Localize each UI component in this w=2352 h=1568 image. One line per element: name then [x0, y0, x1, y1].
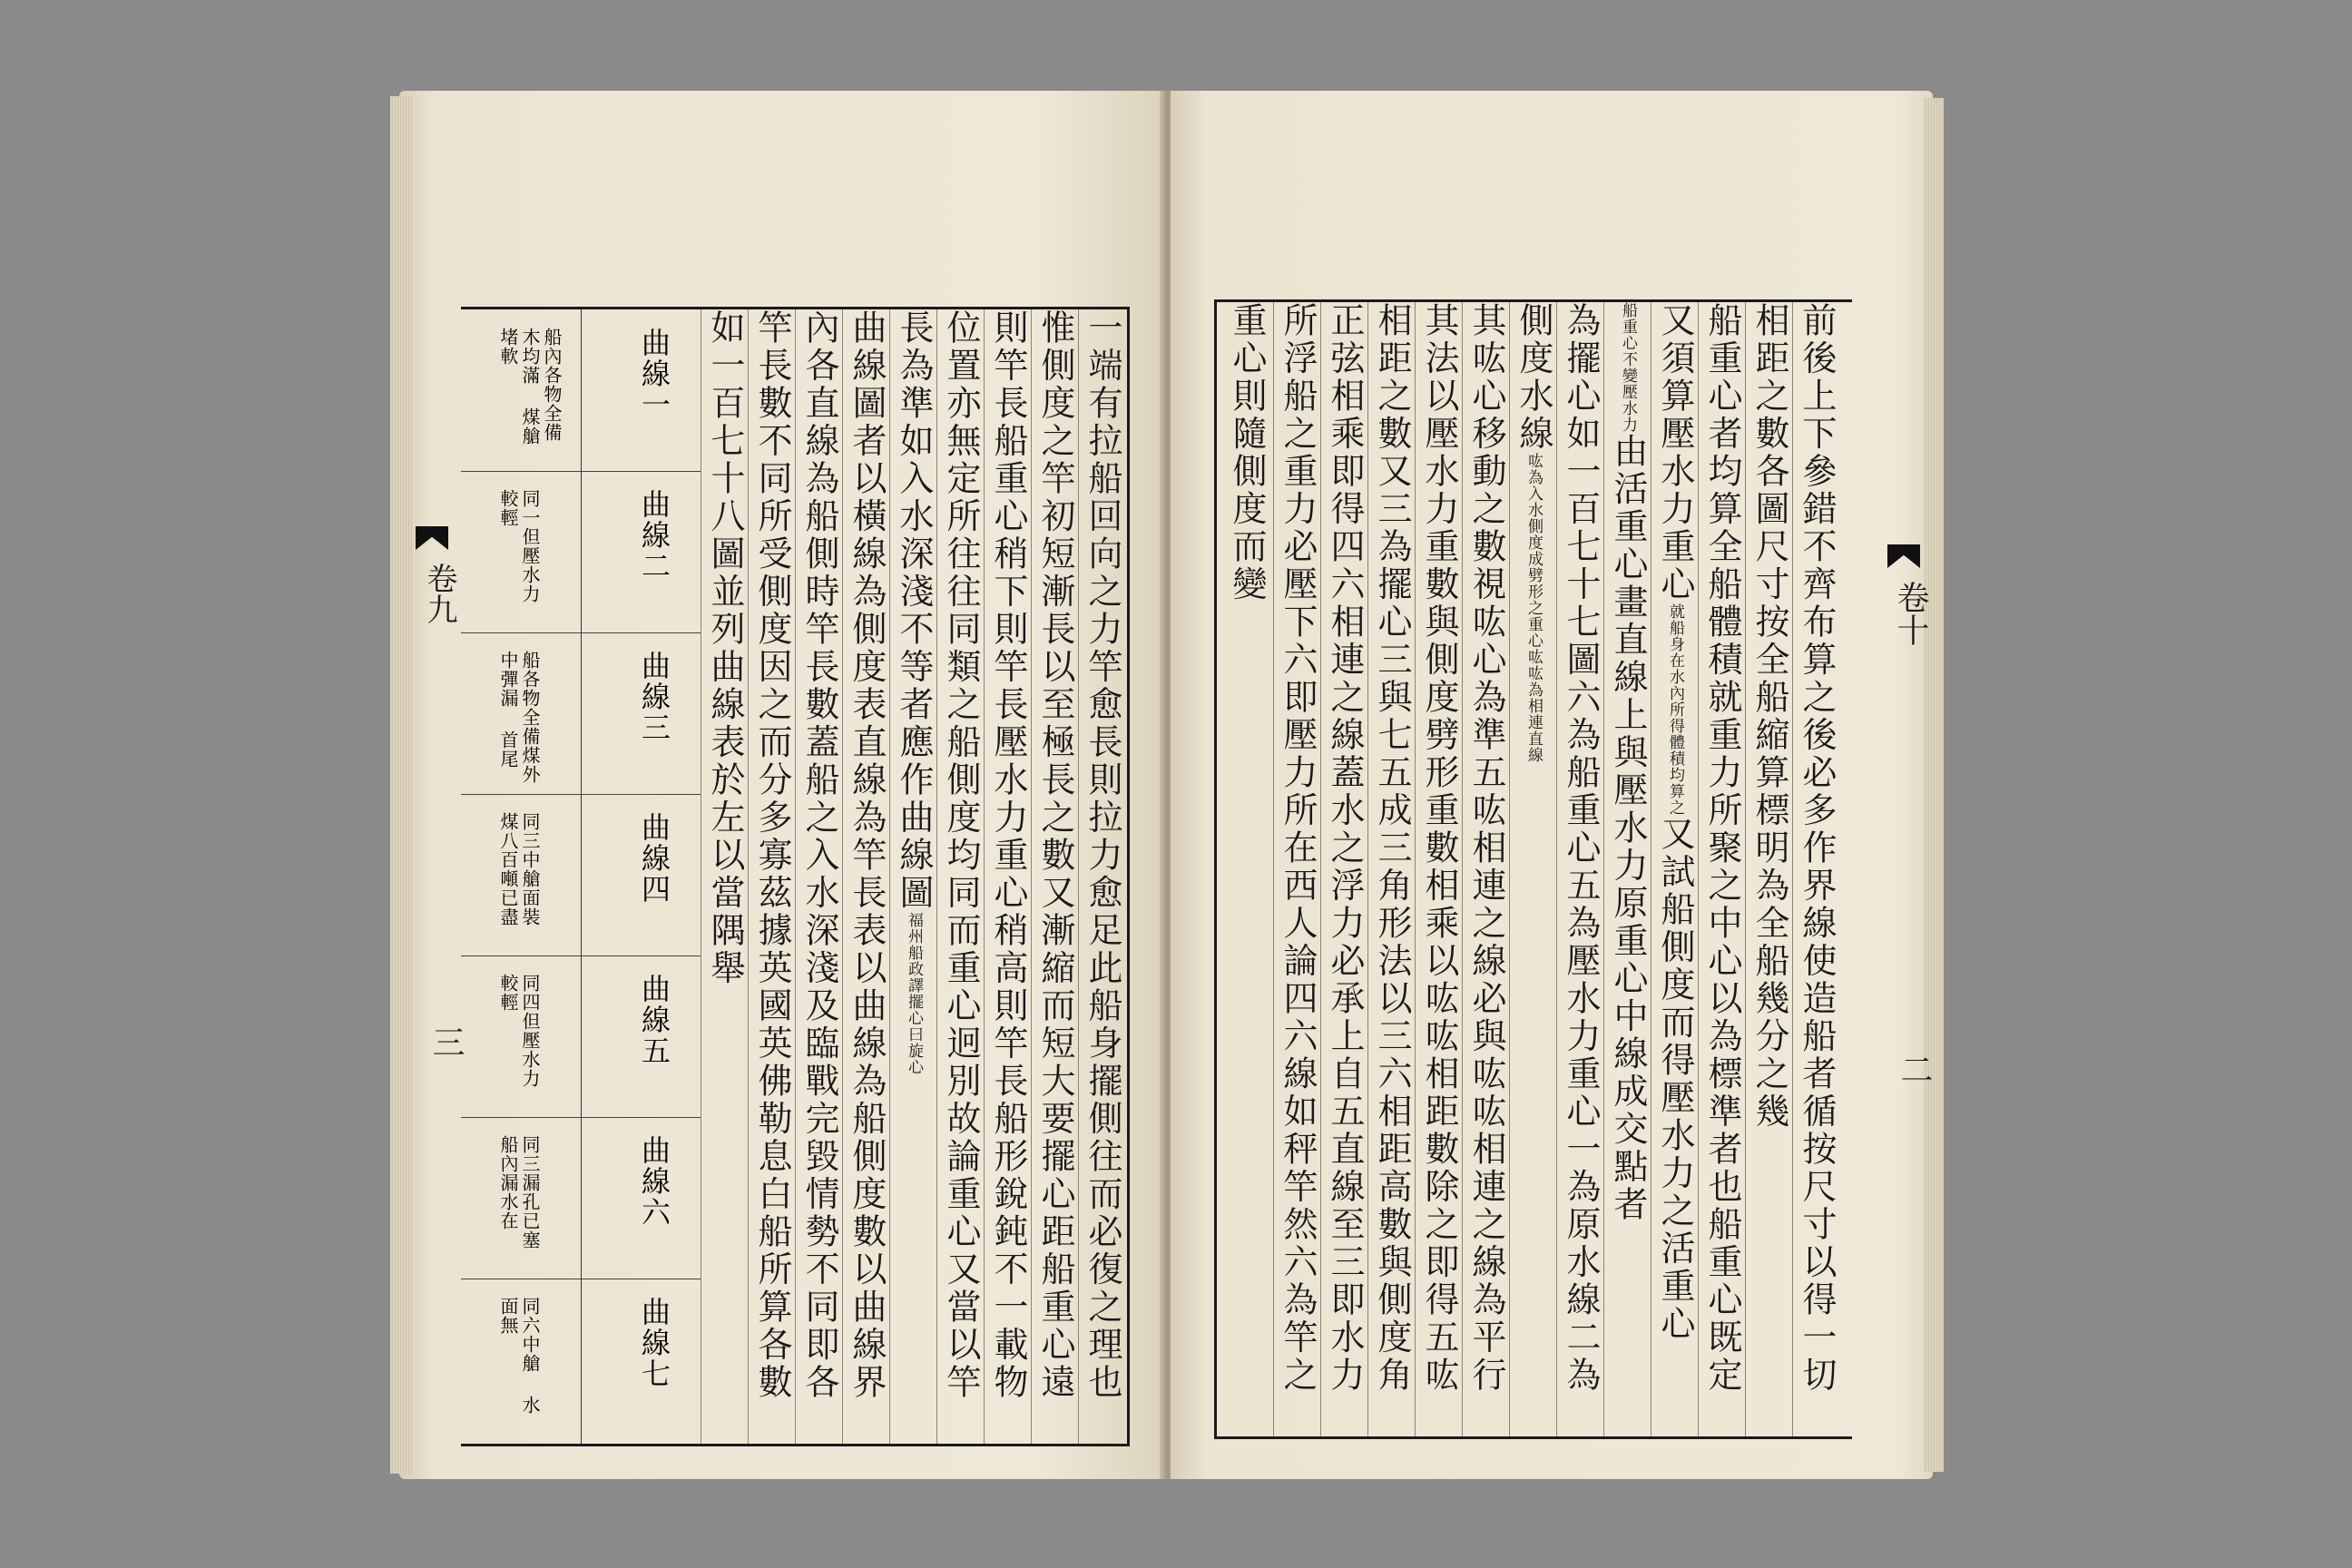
- curve-header: 曲線一: [637, 328, 671, 420]
- right-column-4: [1655, 302, 1695, 1436]
- column-divider: [1031, 309, 1032, 1444]
- right-column-11: 正弦相乘即得四六相連之線蓋水之浮力必承上自五直線至三即水力: [1325, 302, 1365, 1395]
- left-column-2: 惟側度之竿初短漸長以至極長之數又漸縮而短大要擺心距船重心遠: [1035, 309, 1075, 1402]
- curve-note: [497, 489, 541, 625]
- right-column-2: 相距之數各圖尺寸按全船縮算標明為全船幾分之幾: [1749, 302, 1789, 1131]
- column-divider: [1698, 302, 1699, 1436]
- column-divider: [795, 309, 796, 1444]
- fishtail-mark: [1887, 544, 1920, 568]
- left-page-number: 三: [427, 1025, 465, 1058]
- right-column-4-extra: 又試船側度而得壓水力之活重心: [1655, 816, 1695, 1343]
- curve-note-line: 船各物全備煤外: [519, 651, 541, 784]
- right-annotation-column: 重心則隨側度而變: [1227, 302, 1267, 603]
- right-column-9: 其法以壓水力重數與側度劈形重數相乘以吰吰相距數除之即得五吰: [1419, 302, 1459, 1395]
- right-page-edges: [1924, 98, 1944, 1472]
- column-divider: [1273, 302, 1274, 1436]
- left-column-7: 內各直線為船側時竿長數蓋船之入水深淺及臨戰完毀情勢不同即各: [799, 309, 839, 1402]
- left-text-frame: [461, 307, 1130, 1446]
- left-column-8: 竿長數不同所受側度因之而分多寡茲據英國英佛勒息白船所算各數: [752, 309, 792, 1402]
- curve-row-4: [461, 794, 701, 956]
- curve-header: 曲線七: [637, 1297, 671, 1389]
- right-annotation-3: 吰為入水側度成劈形之重心: [1524, 453, 1543, 649]
- left-page: [399, 91, 1166, 1479]
- right-column-12: 所浮船之重力必壓下六即壓力所在西人論四六線如秤竿然六為竿之: [1278, 302, 1318, 1395]
- left-column-3: 則竿長船重心稍下則竿長壓水力重心稍高則竿長船形銳鈍不一載物: [988, 309, 1028, 1402]
- left-column-6: 曲線圖者以橫線為側度表直線為竿長表以曲線為船側度數以曲線界: [847, 309, 887, 1402]
- open-book: [399, 91, 1933, 1479]
- left-column-4: 位置亦無定所往往同類之船側度均同而重心迥別故論重心又當以竿: [941, 309, 981, 1402]
- column-divider: [1415, 302, 1416, 1436]
- right-column-8: 其吰心移動之數視吰心為準五吰相連之線必與吰吰相連之線為平行: [1466, 302, 1506, 1395]
- right-column-1: 前後上下參錯不齊布算之後必多作界線使造船者循按尺寸以得一切: [1797, 302, 1837, 1395]
- curve-note-line: 同四但壓水力: [519, 974, 541, 1088]
- curve-note: [497, 974, 541, 1110]
- column-divider: [1556, 302, 1557, 1436]
- column-divider: [1509, 302, 1510, 1436]
- curve-row-6: [461, 1117, 701, 1279]
- curve-header: 曲線二: [637, 489, 671, 582]
- curve-note: [497, 651, 541, 787]
- curve-note-line: 木均滿 煤艙堵軟: [497, 328, 541, 446]
- column-divider: [1745, 302, 1746, 1436]
- right-page-number: 二: [1896, 1053, 1933, 1085]
- column-divider: [1603, 302, 1604, 1436]
- curve-note-line: 同六中艙: [519, 1297, 541, 1373]
- curve-row-5: [461, 956, 701, 1117]
- curve-note-line: 船內各物全備: [541, 328, 563, 442]
- right-column-7: [1516, 302, 1551, 1436]
- curve-row-2: [461, 471, 701, 632]
- curve-note-line: 同一但壓水力: [519, 489, 541, 603]
- right-column-3: 船重心者均算全船體積就重力所聚之中心以為標準者也船重心既定: [1702, 302, 1742, 1395]
- fishtail-mark: [416, 526, 448, 550]
- left-column-9: 如一百七十八圖並列曲線表於左以當隅舉: [705, 309, 745, 987]
- curve-row-7: [461, 1279, 701, 1440]
- curve-note-line: 水面無: [497, 1297, 541, 1415]
- curve-note-line: 煤八百噸已盡: [497, 812, 519, 926]
- curve-row-1: [461, 309, 701, 471]
- column-divider: [842, 309, 843, 1444]
- left-column-5-text: 長為準如入水深淺不等者應作曲線圖: [894, 309, 934, 912]
- column-divider: [1320, 302, 1321, 1436]
- column-divider: [748, 309, 749, 1444]
- right-column-10: 相距之數又三為擺心三與七五成三角形法以三六相距高數與側度角: [1372, 302, 1412, 1395]
- column-divider: [1462, 302, 1463, 1436]
- column-divider: [1367, 302, 1368, 1436]
- curve-note-line: 同三漏孔已塞: [519, 1135, 541, 1250]
- curve-header: 曲線五: [637, 974, 671, 1066]
- right-column-4-text: 又須算壓水力重心: [1655, 302, 1695, 603]
- curve-table: [461, 309, 701, 1444]
- right-fold-label: 卷十: [1892, 581, 1929, 646]
- left-fold-label: 卷九: [421, 563, 457, 624]
- curve-note: [497, 812, 541, 948]
- curve-note-line: 較輕: [497, 489, 519, 527]
- right-page: [1171, 91, 1933, 1479]
- right-column-5: [1608, 302, 1648, 1436]
- curve-note-line: 同三中艙面裝: [519, 812, 541, 926]
- curve-header: 曲線三: [637, 651, 671, 743]
- curve-note: [497, 328, 563, 464]
- curve-header: 曲線六: [637, 1135, 671, 1228]
- right-text-frame: [1214, 299, 1852, 1439]
- right-column-6: 為擺心如一百七十七圖六為船重心五為壓水力重心一為原水線二為: [1561, 302, 1601, 1395]
- column-divider: [1078, 309, 1079, 1444]
- curve-note-line: 較輕: [497, 974, 519, 1012]
- curve-header: 曲線四: [637, 812, 671, 905]
- curve-note-line: 中彈漏 首尾: [497, 651, 519, 769]
- curve-row-3: [461, 632, 701, 794]
- column-divider: [984, 309, 985, 1444]
- column-divider: [889, 309, 890, 1444]
- left-page-edges: [390, 96, 412, 1474]
- left-annotation: 福州船政譯擺心曰旋心: [905, 912, 923, 1075]
- curve-note: [497, 1135, 541, 1271]
- curve-note: [497, 1297, 541, 1433]
- curve-note-line: 船內漏水在: [497, 1135, 519, 1230]
- left-column-5: [894, 309, 934, 1444]
- column-divider: [936, 309, 937, 1444]
- right-annotation-3b: 吰吰為相連直線: [1524, 649, 1543, 763]
- right-column-5-text: 由活重心畫直線上與壓水力原重心中線成交點者: [1608, 433, 1648, 1224]
- right-annotation-2a: 船重心不變壓水力: [1619, 302, 1637, 433]
- left-column-1: 一端有拉船回向之力竿愈長則拉力愈足此船身擺側往而必復之理也: [1083, 309, 1122, 1402]
- right-column-7-text: 側度水線: [1514, 302, 1553, 453]
- right-annotation-1: 就船身在水內所得體積均算之: [1666, 603, 1684, 816]
- column-divider: [1792, 302, 1793, 1436]
